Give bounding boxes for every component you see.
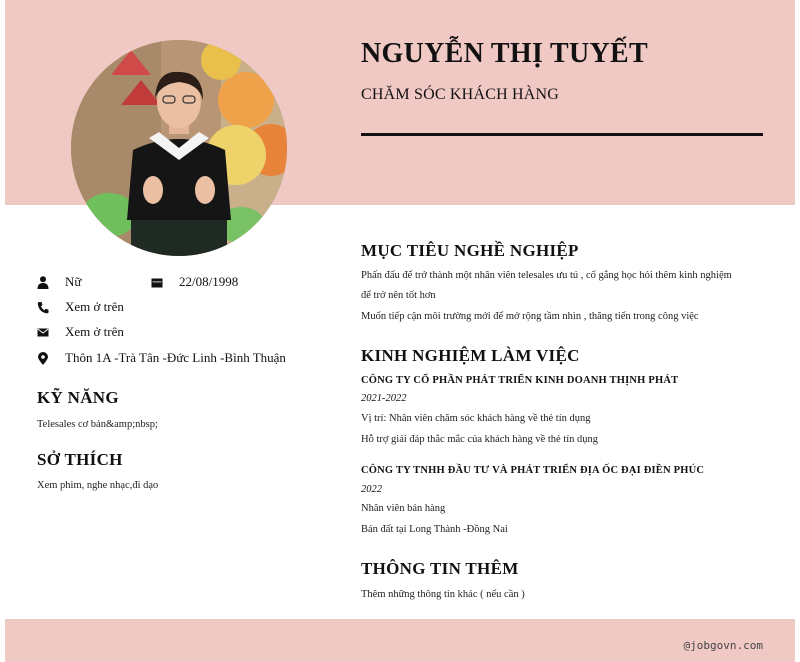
header-divider bbox=[361, 133, 763, 136]
extra-heading: THÔNG TIN THÊM bbox=[361, 559, 519, 578]
contact-gender bbox=[37, 272, 81, 292]
objective-heading: MỤC TIÊU NGHỀ NGHIỆP bbox=[361, 241, 579, 260]
job-detail: Hỗ trợ giải đáp thắc mắc của khách hàng về thẻ tín dụng bbox=[361, 434, 599, 445]
job-detail: Vị trí: Nhân viên chăm sóc khách hàng về thẻ tín dụng bbox=[361, 413, 591, 424]
mail-icon bbox=[37, 325, 49, 339]
footer-band bbox=[5, 619, 795, 662]
person-icon bbox=[37, 275, 49, 289]
job-period: 2021-2022 bbox=[361, 393, 407, 404]
address-value: Thôn 1A -Trà Tân -Đức Linh -Bình Thuận bbox=[65, 350, 286, 365]
contact-email bbox=[37, 322, 124, 342]
birthday-value: 22/08/1998 bbox=[179, 274, 239, 289]
avatar bbox=[71, 40, 287, 256]
phone-icon bbox=[37, 300, 49, 314]
contact-birthday bbox=[151, 272, 238, 292]
job-period: 2022 bbox=[361, 484, 382, 495]
experience-heading: KINH NGHIỆM LÀM VIỆC bbox=[361, 346, 580, 365]
calendar-icon bbox=[151, 275, 163, 289]
hobbies-heading: SỞ THÍCH bbox=[37, 450, 123, 469]
objective-line: để trở nên tốt hơn bbox=[361, 290, 436, 301]
cv-page bbox=[5, 0, 795, 662]
hobbies-text: Xem phim, nghe nhạc,đi dạo bbox=[37, 480, 159, 491]
job-company: CÔNG TY CỔ PHẦN PHÁT TRIỂN KINH DOANH THỊNH PHÁT bbox=[361, 375, 679, 386]
contact-address bbox=[37, 348, 286, 368]
location-pin-icon bbox=[37, 351, 49, 365]
email-value: Xem ở trên bbox=[65, 324, 124, 339]
skills-text: Telesales cơ bản&amp;nbsp; bbox=[37, 419, 158, 430]
job-company: CÔNG TY TNHH ĐẦU TƯ VÀ PHÁT TRIỂN ĐỊA ỐC ĐẠI ĐIỀN PHÚC bbox=[361, 465, 705, 476]
gender-value: Nữ bbox=[65, 274, 82, 289]
skills-heading: KỸ NĂNG bbox=[37, 388, 119, 407]
phone-value: Xem ở trên bbox=[65, 299, 124, 314]
footer-watermark[interactable]: @jobgovn.com bbox=[683, 639, 763, 652]
extra-text: Thêm những thông tin khác ( nếu cần ) bbox=[361, 589, 525, 600]
objective-line: Phấn đấu để trở thành một nhân viên telesales ưu tú , cố gắng học hỏi thêm kinh nghiệm bbox=[361, 270, 732, 281]
job-detail: Nhân viên bán hàng bbox=[361, 503, 446, 514]
profile-role: CHĂM SÓC KHÁCH HÀNG bbox=[361, 86, 560, 103]
contact-phone bbox=[37, 297, 124, 317]
profile-name: NGUYỄN THỊ TUYẾT bbox=[361, 38, 648, 69]
job-detail: Bán đất tại Long Thành -Đồng Nai bbox=[361, 524, 508, 535]
objective-line: Muốn tiếp cận môi trường mới để mở rộng tầm nhìn , thăng tiến trong công việc bbox=[361, 311, 699, 322]
